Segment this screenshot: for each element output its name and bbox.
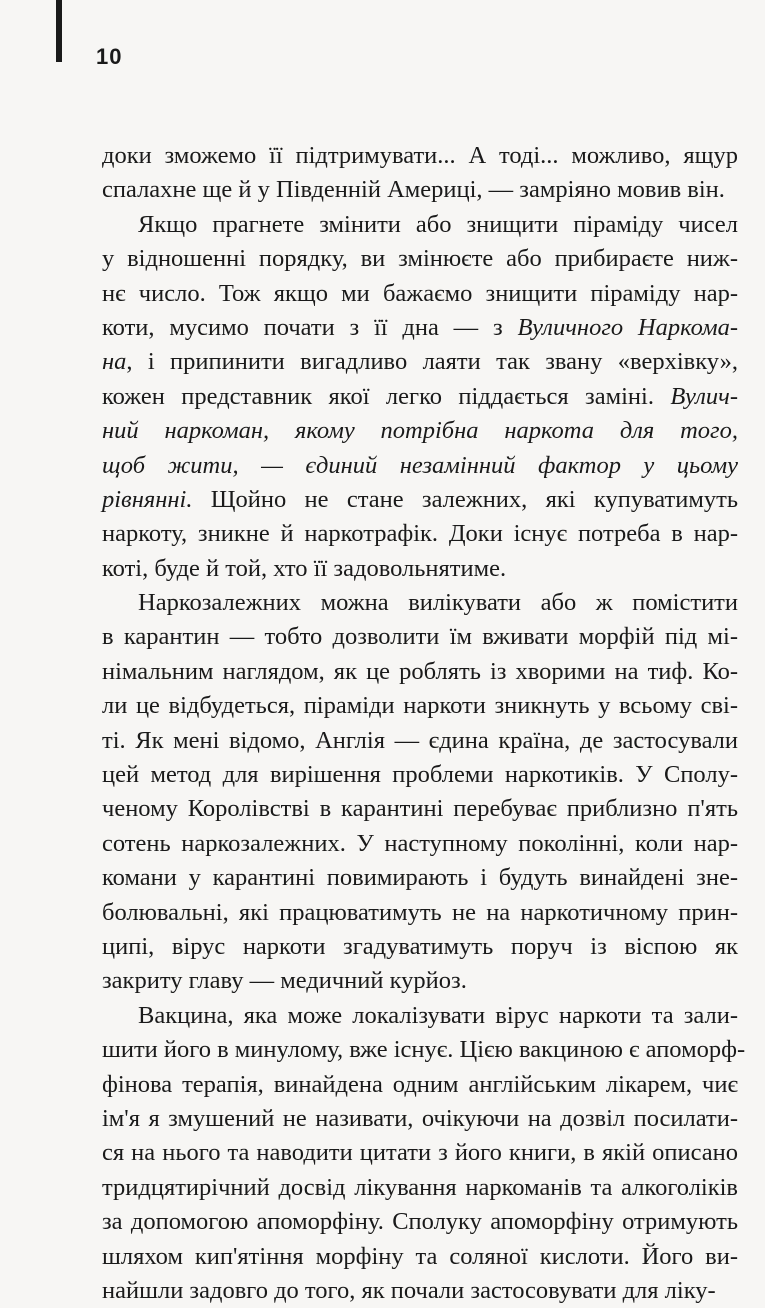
text-line bbox=[102, 758, 738, 792]
text-line bbox=[102, 896, 738, 930]
page-edge-mark bbox=[56, 0, 62, 62]
text-segment: спалахне ще й у Південній Америці, — замріяно мовив він. bbox=[102, 176, 725, 204]
text-line bbox=[102, 1205, 738, 1239]
text-segment: за допомогою апоморфіну. Сполуку апоморфіну отримують bbox=[102, 1208, 738, 1236]
text-line bbox=[102, 861, 738, 895]
text-segment: , і припинити вигадливо лаяти так звану «верхівку», bbox=[126, 348, 738, 376]
text-segment: Щойно не стане залежних, які купуватимуть bbox=[192, 485, 738, 513]
text-segment: шити його в минулому, вже існує. Цією вакциною є апоморф- bbox=[102, 1036, 746, 1064]
text-line bbox=[102, 1274, 738, 1308]
text-segment: комани у карантині повимирають і будуть винайдені зне- bbox=[102, 864, 738, 892]
text-line bbox=[102, 1068, 738, 1102]
text-segment: ченому Королівстві в карантині перебуває приблизно п'ять bbox=[102, 795, 738, 823]
text-segment: кожен представник якої легко піддається заміні. bbox=[102, 382, 671, 410]
text-line bbox=[102, 414, 738, 448]
text-segment: німальним наглядом, як це роблять із хворими на тиф. Ко- bbox=[102, 657, 738, 685]
text-line bbox=[102, 689, 738, 723]
text-line bbox=[102, 483, 738, 517]
text-line bbox=[102, 208, 738, 242]
text-segment: цей метод для вирішення проблеми наркотиків. У Сполу- bbox=[102, 761, 738, 789]
text-segment: наркоту, зникне й наркотрафік. Доки існує потреба в нар- bbox=[102, 520, 738, 548]
text-segment: фінова терапія, винайдена одним англійським лікарем, чиє bbox=[102, 1070, 738, 1098]
text-line bbox=[102, 449, 738, 483]
text-segment: ім'я я змушений не називати, очікуючи на дозвіл посилати- bbox=[102, 1104, 738, 1132]
italic-text-segment: Вуличного Наркома- bbox=[517, 313, 739, 341]
text-segment: ли це відбудеться, піраміди наркоти зникнуть у всьому сві- bbox=[102, 692, 738, 720]
text-line bbox=[102, 242, 738, 276]
paragraph bbox=[102, 208, 738, 586]
text-line bbox=[102, 277, 738, 311]
text-segment: ті. Як мені відомо, Англія — єдина країна, де застосували bbox=[102, 726, 738, 754]
text-segment: коті, буде й той, хто її задовольнятиме. bbox=[102, 554, 507, 582]
text-line bbox=[102, 1102, 738, 1136]
text-segment: в карантин — тобто дозволити їм вживати морфій під мі- bbox=[102, 623, 738, 651]
text-line bbox=[102, 620, 738, 654]
text-segment: у відношенні порядку, ви змінюєте або прибираєте ниж- bbox=[102, 245, 738, 273]
text-line bbox=[102, 1136, 738, 1170]
text-segment: Наркозалежних можна вилікувати або ж помістити bbox=[138, 589, 738, 617]
text-line bbox=[102, 827, 738, 861]
body-text bbox=[102, 139, 746, 1308]
text-line bbox=[102, 311, 738, 345]
text-segment: ся на нього та наводити цитати з його книги, в якій описано bbox=[102, 1139, 738, 1167]
text-line bbox=[102, 173, 738, 207]
page-number: 10 bbox=[96, 44, 123, 69]
text-line bbox=[102, 586, 738, 620]
italic-text-segment: на bbox=[102, 348, 127, 376]
text-segment: закриту главу — медичний курйоз. bbox=[102, 967, 467, 995]
italic-text-segment: щоб жити, — єдиний незамінний фактор у цьому bbox=[102, 451, 738, 479]
text-line bbox=[102, 380, 738, 414]
text-line bbox=[102, 724, 738, 758]
text-segment: сотень наркозалежних. У наступному поколінні, коли нар- bbox=[102, 829, 738, 857]
italic-text-segment: ний наркоман, якому потрібна наркота для того, bbox=[102, 417, 738, 445]
text-line bbox=[102, 964, 738, 998]
text-segment: найшли задовго до того, як почали застосовувати для ліку- bbox=[102, 1276, 716, 1304]
text-segment: коти, мусимо почати з її дна — з bbox=[102, 313, 518, 341]
text-segment: Якщо прагнете змінити або знищити піраміду чисел bbox=[138, 210, 738, 238]
text-line bbox=[102, 139, 738, 173]
text-line bbox=[102, 655, 738, 689]
paragraph bbox=[102, 139, 738, 208]
text-line bbox=[102, 792, 738, 826]
paragraph bbox=[102, 999, 746, 1308]
text-line bbox=[102, 552, 738, 586]
text-line bbox=[102, 930, 738, 964]
text-segment: болювальні, які працюватимуть не на наркотичному прин- bbox=[102, 898, 738, 926]
text-segment: нє число. Тож якщо ми бажаємо знищити піраміду нар- bbox=[102, 279, 738, 307]
text-line bbox=[102, 517, 738, 551]
text-line bbox=[102, 999, 738, 1033]
text-line bbox=[102, 1240, 738, 1274]
text-line bbox=[102, 1033, 746, 1067]
text-segment: доки зможемо її підтримувати... А тоді... можливо, ящур bbox=[102, 142, 738, 169]
italic-text-segment: рівнянні. bbox=[102, 485, 193, 513]
text-line bbox=[102, 1171, 738, 1205]
text-segment: шляхом кип'ятіння морфіну та соляної кислоти. Його ви- bbox=[102, 1242, 738, 1270]
text-line bbox=[102, 345, 738, 379]
text-segment: тридцятирічний досвід лікування наркоманів та алкоголіків bbox=[102, 1173, 738, 1201]
paragraph bbox=[102, 586, 738, 999]
italic-text-segment: Вулич- bbox=[670, 382, 738, 410]
text-segment: Вакцина, яка може локалізувати вірус наркоти та зали- bbox=[138, 1001, 738, 1029]
text-segment: ципі, вірус наркоти згадуватимуть поруч із віспою як bbox=[102, 932, 738, 960]
